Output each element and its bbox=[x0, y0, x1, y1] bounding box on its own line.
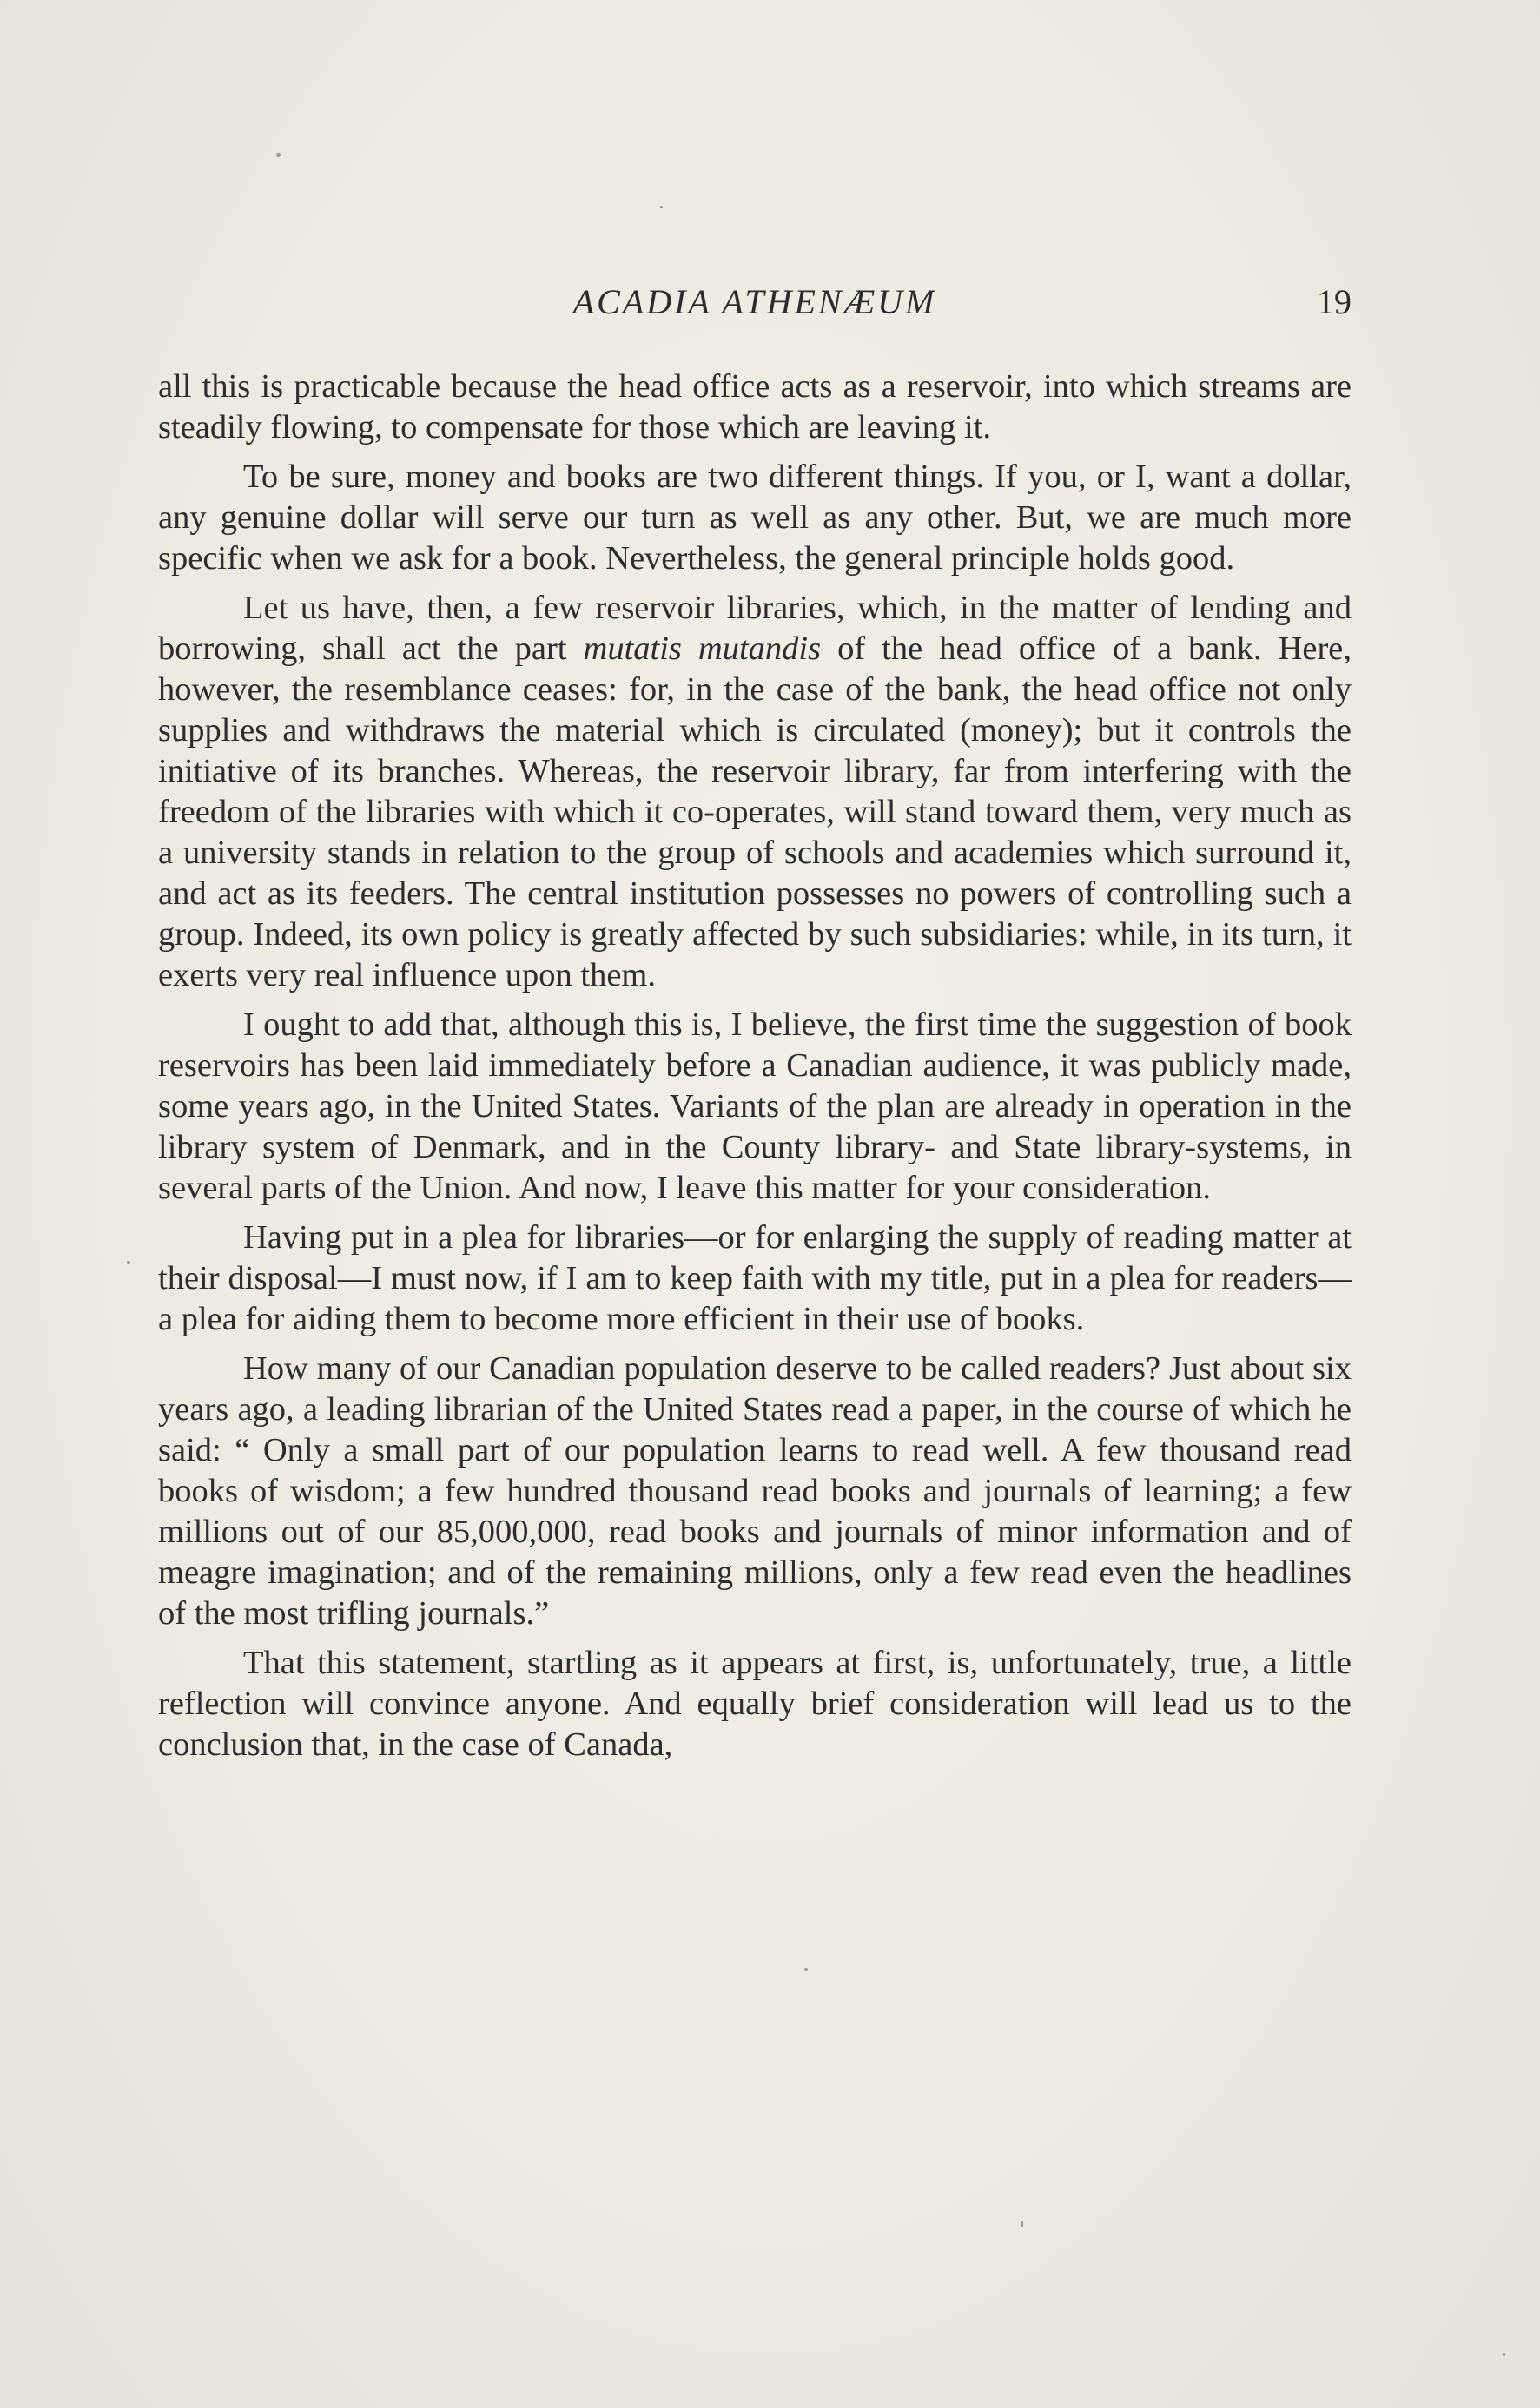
paper-speck bbox=[1021, 2221, 1023, 2227]
paragraph-text: Let us have, then, a few reservoir libraries, which, in the matter of lending and borrowing, shall act the part bbox=[158, 590, 1352, 667]
paragraph: Having put in a plea for libraries—or for enlarging the supply of reading matter at their disposal—I must now, if I am to keep faith with my title, put in a plea for readers—a plea for aiding them to become more efficient in their use of books. bbox=[158, 1219, 1352, 1337]
paragraph: That this statement, startling as it appears at first, is, unfortunately, true, a little reflection will convince anyone. And equally brief consideration will lead us to the conclusion that, in the case of Canada, bbox=[158, 1645, 1352, 1763]
paragraph: How many of our Canadian population deserve to be called readers? Just about six years ago, a leading librarian of the United States read a paper, in the course of which he said: “ Only a small part of our population learns to read well. A few thousand read books of wisdom; a few hundred thousand read books and journals of learning; a few millions out of our 85,000,000, read books and journals of minor information and of meagre imagination; and of the remaining millions, only a few read even the headlines of the most trifling journals.” bbox=[158, 1350, 1352, 1632]
paragraph: I ought to add that, although this is, I believe, the first time the suggestion of book reservoirs has been laid immediately before a Canadian audience, it was publicly made, some years ago, in the United States. Variants of the plan are already in operation in the library system of Denmark, and in the County library- and State library-systems, in several parts of the Union. And now, I leave this matter for your consideration. bbox=[158, 1006, 1352, 1206]
paragraph-text: of the head office of a bank. Here, however, the resemblance ceases: for, in the case of the bank, the head office not only supplies and withdraws the material which is circulated (money); but it controls the initiative of its branches. Whereas, the reservoir library, far from interfering with the freedom of the libraries with which it co-operates, will stand toward them, very much as a university stands in relation to the group of schools and academies which surround it, and act as its feeders. The central institution possesses no powers of controlling such a group. Indeed, its own policy is greatly affected by such subsidiaries: while, in its turn, it exerts very real influence upon them. bbox=[158, 630, 1352, 993]
running-head bbox=[158, 276, 1352, 328]
paper-speck bbox=[804, 1968, 808, 1971]
page-number: 19 bbox=[1317, 282, 1352, 321]
paper-speck bbox=[276, 153, 281, 157]
paragraph: To be sure, money and books are two different things. If you, or I, want a dollar, any genuine dollar will serve our turn as well as any other. But, we are much more specific when we ask for a book. Nevertheless, the general principle holds good. bbox=[158, 459, 1352, 577]
paragraph: all this is practicable because the head office acts as a reservoir, into which streams are steadily flowing, to compensate for those which are leaving it. bbox=[158, 368, 1352, 445]
paper-speck bbox=[660, 206, 663, 208]
paragraph bbox=[158, 588, 1352, 996]
italic-phrase: mutatis mutandis bbox=[583, 630, 822, 667]
paper-speck bbox=[1503, 2353, 1505, 2356]
article-body bbox=[158, 366, 1352, 1774]
paper-speck bbox=[127, 1261, 130, 1264]
journal-title: ACADIA ATHENÆUM bbox=[572, 282, 937, 321]
